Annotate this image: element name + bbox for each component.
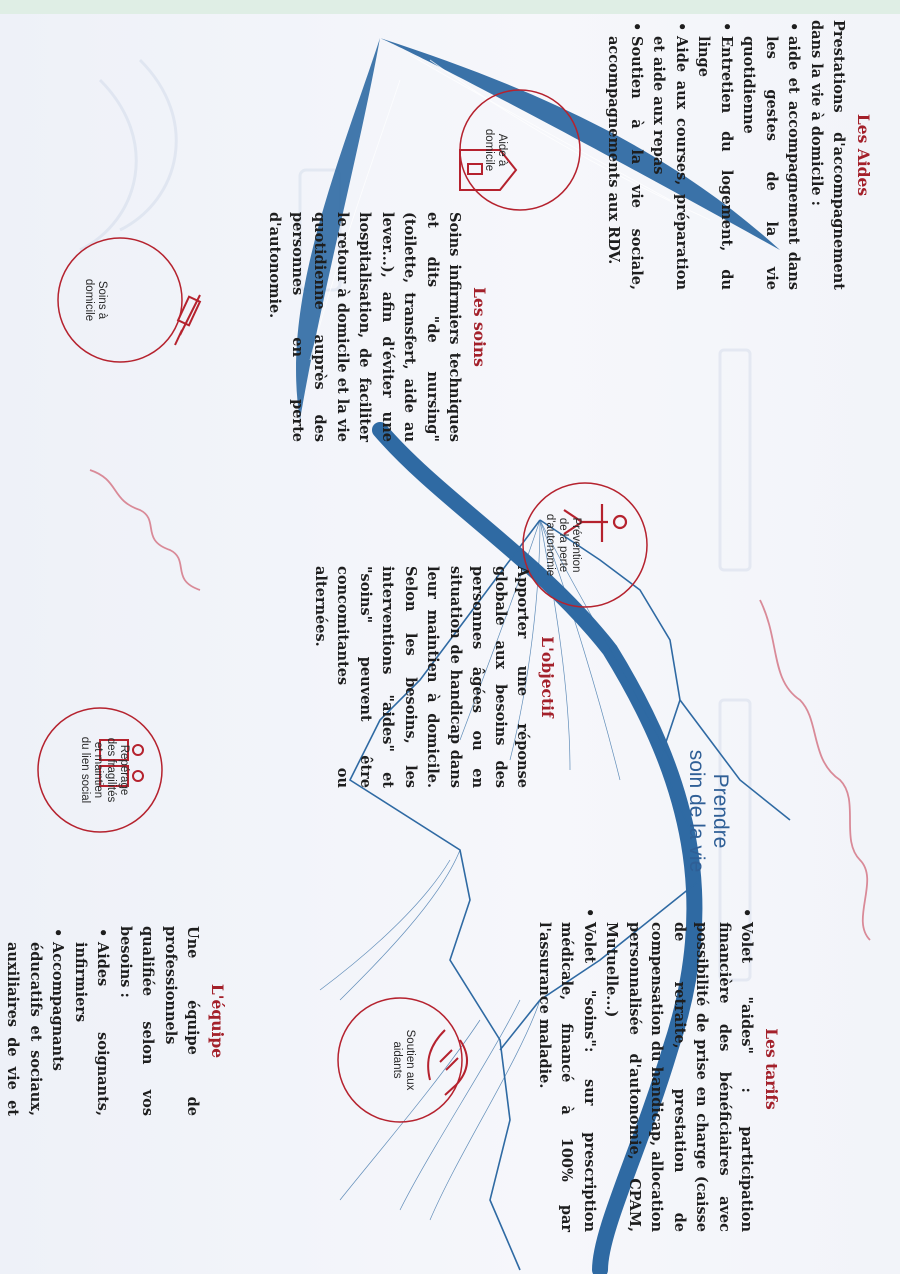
reperage-line2: des fragilités bbox=[105, 737, 117, 803]
soins-domicile-label bbox=[82, 266, 108, 334]
aides-intro: Prestations d'accompagnement dans la vie à domicile : bbox=[808, 20, 848, 290]
tagline-line2: soin de la vie bbox=[685, 749, 708, 873]
aides-item: • Aide aux courses, préparation et aide aux repas bbox=[647, 36, 692, 290]
prevention-line2: de la perte bbox=[557, 517, 569, 573]
prevention-line3: d'autonomie bbox=[544, 513, 556, 577]
equipe-item: • Accompagnants éducatifs et sociaux, auxiliaires de vie et bbox=[0, 942, 69, 1116]
aides-list bbox=[602, 20, 805, 290]
aides-item: • aide et accompagnement dans les gestes de la vie quotidienne bbox=[737, 36, 805, 290]
objectif-text: Apporter une réponse globale aux besoins des personnes âgées ou en situation de handicap dans leur maintien à domicile. Selon les besoins, les interventions "aides" et "soins" peuvent être concomitantes ou alternées. bbox=[312, 566, 532, 788]
aides-item: • Soutien à la vie sociale, accompagnements aux RDV. bbox=[602, 36, 647, 290]
soins-text: Soins infirmiers techniques et dits "de nursing" (toilette, transfert, aide au lever...), afin d'éviter une hospitalisation, de faciliter le retour à domicile et la vie quotidienne auprès des personnes en perte d'autonomie. bbox=[266, 212, 464, 442]
soins-domicile-line2: domicile bbox=[83, 278, 95, 322]
equipe-item: • Aides soignants, infirmiers bbox=[69, 942, 114, 1116]
tarifs-title: Les tarifs bbox=[762, 1028, 781, 1110]
tagline-line1: Prendre bbox=[709, 773, 732, 849]
tarifs-item: • Volet "soins": sur prescription médicale, financé à 100% par l'assurance maladie. bbox=[533, 922, 601, 1232]
reperage-label bbox=[78, 724, 130, 816]
soutien-label bbox=[390, 1018, 416, 1102]
soutien-line2: aidants bbox=[391, 1041, 403, 1079]
equipe-list bbox=[0, 926, 114, 1116]
tarifs-list bbox=[533, 906, 758, 1232]
syringe-icon bbox=[175, 295, 200, 345]
pink-squiggle-left bbox=[90, 470, 200, 590]
tarifs-section bbox=[533, 906, 783, 1232]
equipe-intro: Une équipe de professionnels qualifiée selon vos besoins : bbox=[117, 926, 202, 1116]
tagline bbox=[684, 726, 732, 896]
aide-domicile-line1: Aide à bbox=[496, 133, 508, 167]
circle-soins-domicile bbox=[58, 238, 182, 362]
tarifs-item: • Volet "aides" : participation financière des bénéficiaires avec possibilité de prise en charge (caisse de retraite, prestation de compensation du handicap, allocation personnalisée d'autonomie, CPAM, Mutuelle...) bbox=[600, 922, 758, 1232]
objectif-section bbox=[309, 566, 559, 788]
objectif-title: L'objectif bbox=[538, 636, 557, 718]
prevention-line1: Prévention bbox=[570, 517, 582, 573]
aides-section bbox=[602, 20, 874, 290]
aides-title: Les Aides bbox=[854, 113, 873, 197]
reperage-line1: Repérage bbox=[118, 744, 130, 796]
aide-domicile-line2: domicile bbox=[483, 128, 495, 172]
aides-item: • Entretien du logement, du linge bbox=[692, 36, 737, 290]
equipe-section bbox=[0, 926, 228, 1116]
pink-squiggle-right bbox=[760, 600, 870, 940]
reperage-line4: du lien social bbox=[79, 736, 91, 804]
aide-domicile-label bbox=[482, 118, 508, 182]
soins-section bbox=[263, 212, 490, 442]
equipe-title: L'équipe bbox=[208, 983, 227, 1059]
soutien-line1: Soutien aux bbox=[404, 1029, 416, 1091]
reperage-line3: et maintien bbox=[92, 741, 104, 799]
soins-domicile-line1: Soins à bbox=[96, 280, 108, 320]
soins-title: Les soins bbox=[470, 287, 489, 367]
